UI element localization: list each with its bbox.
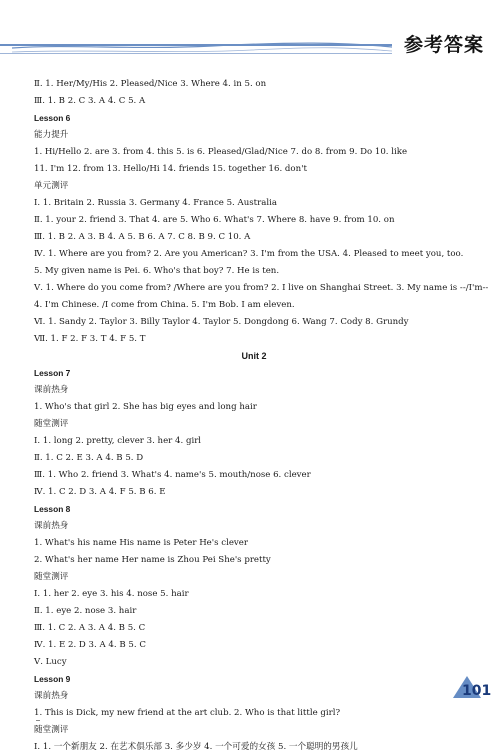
answer-line: Ⅴ. Lucy <box>34 657 67 667</box>
section-heading: 课前热身 <box>34 521 69 531</box>
section-heading: 随堂测评 <box>34 572 69 582</box>
answer-line: 11. I'm 12. from 13. Hello/Hi 14. friends 15. together 16. don't <box>34 164 307 174</box>
section-heading: 课前热身 <box>34 691 69 701</box>
answer-line: Ⅲ. 1. Who 2. friend 3. What's 4. name's 5. mouth/nose 6. clever <box>34 470 311 480</box>
answer-line: Ⅶ. 1. F 2. F 3. T 4. F 5. T <box>34 334 146 344</box>
page-title: 参考答案 <box>403 34 484 56</box>
section-heading: 课前热身 <box>34 385 69 395</box>
answer-line: 4. I'm Chinese. /I come from China. 5. I'm Bob. I am eleven. <box>34 300 295 310</box>
section-heading: 随堂测评 <box>34 419 69 429</box>
answer-line: 1. This is Dick, my new friend at the art club. 2. Who is that little girl? <box>34 708 341 718</box>
corner-mark <box>36 720 40 721</box>
answer-line: Ⅱ. 1. eye 2. nose 3. hair <box>34 606 137 616</box>
answer-line: Ⅰ. 1. long 2. pretty, clever 3. her 4. girl <box>34 436 202 446</box>
lesson-heading: Lesson 9 <box>34 674 71 684</box>
answer-line: Ⅳ. 1. Where are you from? 2. Are you American? 3. I'm from the USA. 4. Pleased to meet you, too. <box>34 249 464 259</box>
answer-line: Ⅱ. 1. Her/My/His 2. Pleased/Nice 3. Where 4. in 5. on <box>34 79 267 89</box>
section-heading: 随堂测评 <box>34 725 69 735</box>
page-number: 101 <box>462 683 492 699</box>
answer-line: Ⅵ. 1. Sandy 2. Taylor 3. Billy Taylor 4. Taylor 5. Dongdong 6. Wang 7. Cody 8. Grundy <box>34 317 409 327</box>
answer-line: Ⅳ. 1. C 2. D 3. A 4. F 5. B 6. E <box>34 487 166 497</box>
answer-line: 1. Hi/Hello 2. are 3. from 4. this 5. is 6. Pleased/Glad/Nice 7. do 8. from 9. Do 10. like <box>34 147 408 157</box>
header-rule-thin <box>0 53 392 54</box>
lesson-heading: Lesson 6 <box>34 113 71 123</box>
section-heading: 能力提升 <box>34 130 69 140</box>
answer-line: Ⅲ. 1. B 2. C 3. A 4. C 5. A <box>34 96 146 106</box>
lesson-heading: Lesson 8 <box>34 504 71 514</box>
answer-line: 5. My given name is Pei. 6. Who's that boy? 7. He is ten. <box>34 266 280 276</box>
lesson-heading: Lesson 7 <box>34 368 71 378</box>
answer-line: Ⅰ. 1. her 2. eye 3. his 4. nose 5. hair <box>34 589 189 599</box>
answer-line: 1. Who's that girl 2. She has big eyes and long hair <box>34 402 257 412</box>
answer-line: Ⅰ. 1. 一个新朋友 2. 在艺术俱乐部 3. 多少岁 4. 一个可爱的女孩 5. 一个聪明的男孩儿 <box>34 742 358 752</box>
answer-line: Ⅱ. 1. C 2. E 3. A 4. B 5. D <box>34 453 144 463</box>
unit-heading: Unit 2 <box>241 351 267 361</box>
answer-line: Ⅲ. 1. C 2. A 3. A 4. B 5. C <box>34 623 146 633</box>
section-heading: 单元测评 <box>34 181 69 191</box>
answer-line: Ⅳ. 1. E 2. D 3. A 4. B 5. C <box>34 640 146 650</box>
answer-line: 2. What's her name Her name is Zhou Pei She's pretty <box>34 555 271 565</box>
answer-line: Ⅲ. 1. B 2. A 3. B 4. A 5. B 6. A 7. C 8. B 9. C 10. A <box>34 232 251 242</box>
answer-line: 1. What's his name His name is Peter He's clever <box>34 538 248 548</box>
answer-line: Ⅱ. 1. your 2. friend 3. That 4. are 5. Who 6. What's 7. Where 8. have 9. from 10. on <box>34 215 395 225</box>
answer-line: Ⅰ. 1. Britain 2. Russia 3. Germany 4. France 5. Australia <box>34 198 277 208</box>
answer-line: Ⅴ. 1. Where do you come from? /Where are you from? 2. I live on Shanghai Street. 3. My name is --/I'm-- <box>34 283 489 293</box>
header-rule <box>0 44 392 46</box>
